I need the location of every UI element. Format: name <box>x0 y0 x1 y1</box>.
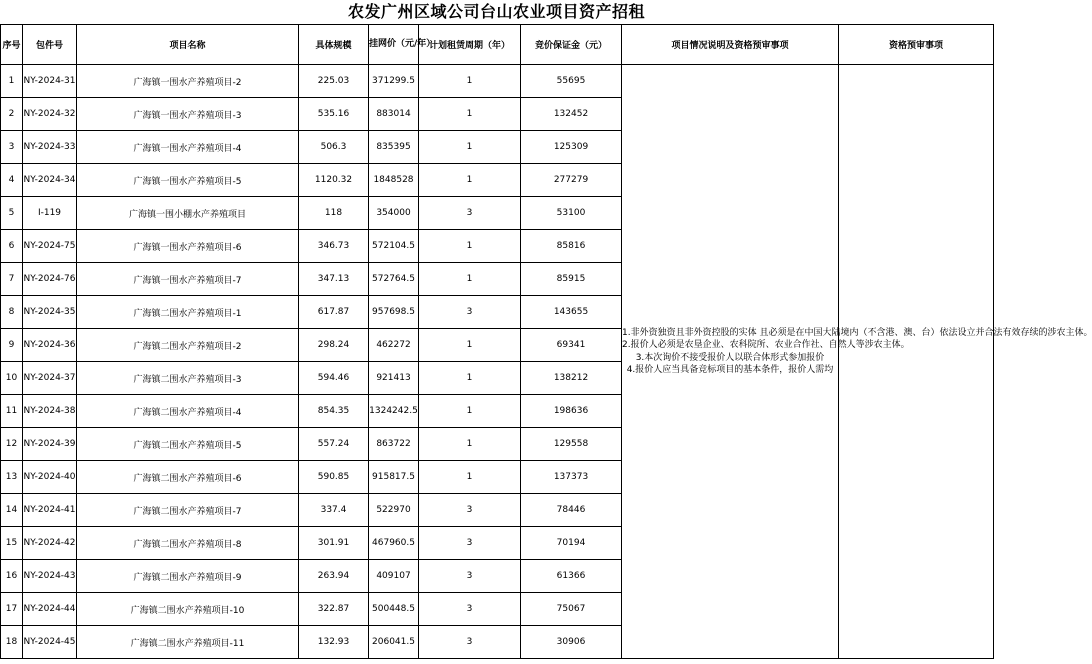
row-period: 1 <box>419 428 521 461</box>
row-period: 3 <box>419 527 521 560</box>
row-project-name: 广海镇一围水产养殖项目-5 <box>77 164 299 197</box>
row-scale: 298.24 <box>299 329 369 362</box>
row-deposit: 75067 <box>521 593 622 626</box>
row-deposit: 70194 <box>521 527 622 560</box>
note-item: 1.非外资独资且非外资控股的实体 且必须是在中国大陆境内（不含港、澳、台）依法设立并合法有效存续的涉农主体。 <box>622 327 1092 338</box>
row-deposit: 137373 <box>521 461 622 494</box>
row-package: NY-2024-44 <box>23 593 77 626</box>
row-seq: 17 <box>1 593 23 626</box>
row-scale: 506.3 <box>299 131 369 164</box>
col-header-seq: 序号 <box>1 25 23 65</box>
row-package: NY-2024-35 <box>23 296 77 329</box>
row-price: 467960.5 <box>369 527 419 560</box>
row-deposit: 277279 <box>521 164 622 197</box>
col-header-project-notes: 项目情况说明及资格预审事项 <box>622 25 839 65</box>
row-package: NY-2024-36 <box>23 329 77 362</box>
row-scale: 118 <box>299 197 369 230</box>
col-header-package: 包件号 <box>23 25 77 65</box>
row-price: 522970 <box>369 494 419 527</box>
row-package: NY-2024-45 <box>23 626 77 659</box>
row-period: 1 <box>419 461 521 494</box>
row-deposit: 53100 <box>521 197 622 230</box>
row-deposit: 69341 <box>521 329 622 362</box>
row-period: 1 <box>419 65 521 98</box>
row-period: 1 <box>419 329 521 362</box>
row-seq: 4 <box>1 164 23 197</box>
row-seq: 3 <box>1 131 23 164</box>
row-scale: 301.91 <box>299 527 369 560</box>
row-scale: 225.03 <box>299 65 369 98</box>
row-deposit: 55695 <box>521 65 622 98</box>
qualification-cell <box>839 65 994 659</box>
asset-lease-table <box>0 24 1092 659</box>
row-project-name: 广海镇一围水产养殖项目-4 <box>77 131 299 164</box>
row-scale: 132.93 <box>299 626 369 659</box>
row-deposit: 132452 <box>521 98 622 131</box>
row-price: 1324242.5 <box>369 395 419 428</box>
row-price: 863722 <box>369 428 419 461</box>
row-price: 915817.5 <box>369 461 419 494</box>
row-scale: 337.4 <box>299 494 369 527</box>
project-notes-cell <box>622 65 1092 659</box>
row-project-name: 广海镇一围小棚水产养殖项目 <box>77 197 299 230</box>
row-package: NY-2024-39 <box>23 428 77 461</box>
row-seq: 7 <box>1 263 23 296</box>
row-project-name: 广海镇二围水产养殖项目-1 <box>77 296 299 329</box>
note-item: 2.报价人必须是农垦企业、农科院所、农业合作社、自然人等涉农主体。 <box>622 340 910 350</box>
row-project-name: 广海镇一围水产养殖项目-2 <box>77 65 299 98</box>
row-period: 3 <box>419 296 521 329</box>
row-period: 3 <box>419 494 521 527</box>
row-package: NY-2024-34 <box>23 164 77 197</box>
row-scale: 322.87 <box>299 593 369 626</box>
row-deposit: 61366 <box>521 560 622 593</box>
row-period: 1 <box>419 131 521 164</box>
row-project-name: 广海镇一围水产养殖项目-3 <box>77 98 299 131</box>
col-header-listing-price: 挂网价（元/年） <box>369 25 419 65</box>
row-project-name: 广海镇二围水产养殖项目-2 <box>77 329 299 362</box>
row-scale: 617.87 <box>299 296 369 329</box>
header-row <box>1 25 994 65</box>
row-deposit: 30906 <box>521 626 622 659</box>
row-project-name: 广海镇一围水产养殖项目-6 <box>77 230 299 263</box>
row-seq: 15 <box>1 527 23 560</box>
row-period: 1 <box>419 362 521 395</box>
row-package: NY-2024-41 <box>23 494 77 527</box>
row-period: 3 <box>419 197 521 230</box>
row-period: 1 <box>419 263 521 296</box>
row-price: 883014 <box>369 98 419 131</box>
col-header-scale: 具体规模 <box>299 25 369 65</box>
row-package: NY-2024-42 <box>23 527 77 560</box>
note-item: 3.本次询价不接受报价人以联合体形式参加报价 <box>635 352 825 363</box>
row-period: 1 <box>419 98 521 131</box>
row-scale: 535.16 <box>299 98 369 131</box>
row-package: NY-2024-40 <box>23 461 77 494</box>
row-scale: 347.13 <box>299 263 369 296</box>
col-header-deposit: 竞价保证金（元） <box>521 25 622 65</box>
row-period: 1 <box>419 164 521 197</box>
row-period: 1 <box>419 395 521 428</box>
row-seq: 9 <box>1 329 23 362</box>
row-deposit: 78446 <box>521 494 622 527</box>
row-seq: 10 <box>1 362 23 395</box>
row-deposit: 125309 <box>521 131 622 164</box>
row-package: NY-2024-32 <box>23 98 77 131</box>
row-seq: 14 <box>1 494 23 527</box>
row-project-name: 广海镇二围水产养殖项目-7 <box>77 494 299 527</box>
row-period: 1 <box>419 230 521 263</box>
page-title: 农发广州区域公司台山农业项目资产招租 <box>347 2 645 21</box>
row-price: 1848528 <box>369 164 419 197</box>
row-scale: 1120.32 <box>299 164 369 197</box>
row-seq: 5 <box>1 197 23 230</box>
row-price: 354000 <box>369 197 419 230</box>
row-package: NY-2024-31 <box>23 65 77 98</box>
row-period: 3 <box>419 560 521 593</box>
row-seq: 2 <box>1 98 23 131</box>
row-package: NY-2024-76 <box>23 263 77 296</box>
row-seq: 13 <box>1 461 23 494</box>
row-seq: 8 <box>1 296 23 329</box>
note-item: 4.报价人应当具备竞标项目的基本条件，报价人需均 <box>626 365 834 375</box>
row-package: I-119 <box>23 197 77 230</box>
row-project-name: 广海镇二围水产养殖项目-11 <box>77 626 299 659</box>
row-scale: 590.85 <box>299 461 369 494</box>
row-seq: 12 <box>1 428 23 461</box>
row-scale: 557.24 <box>299 428 369 461</box>
row-period: 3 <box>419 626 521 659</box>
row-deposit: 85816 <box>521 230 622 263</box>
row-price: 835395 <box>369 131 419 164</box>
row-price: 462272 <box>369 329 419 362</box>
table-row <box>1 65 994 98</box>
row-scale: 263.94 <box>299 560 369 593</box>
row-seq: 16 <box>1 560 23 593</box>
row-deposit: 198636 <box>521 395 622 428</box>
row-package: NY-2024-38 <box>23 395 77 428</box>
row-project-name: 广海镇二围水产养殖项目-3 <box>77 362 299 395</box>
col-header-qualification: 资格预审事项 <box>839 25 994 65</box>
row-price: 409107 <box>369 560 419 593</box>
row-price: 206041.5 <box>369 626 419 659</box>
row-project-name: 广海镇二围水产养殖项目-4 <box>77 395 299 428</box>
row-price: 921413 <box>369 362 419 395</box>
row-price: 371299.5 <box>369 65 419 98</box>
row-scale: 854.35 <box>299 395 369 428</box>
row-price: 572104.5 <box>369 230 419 263</box>
row-package: NY-2024-33 <box>23 131 77 164</box>
row-scale: 594.46 <box>299 362 369 395</box>
row-deposit: 85915 <box>521 263 622 296</box>
row-package: NY-2024-43 <box>23 560 77 593</box>
row-price: 572764.5 <box>369 263 419 296</box>
row-period: 3 <box>419 593 521 626</box>
row-deposit: 129558 <box>521 428 622 461</box>
row-price: 957698.5 <box>369 296 419 329</box>
row-project-name: 广海镇二围水产养殖项目-6 <box>77 461 299 494</box>
row-seq: 11 <box>1 395 23 428</box>
row-seq: 18 <box>1 626 23 659</box>
row-project-name: 广海镇一围水产养殖项目-7 <box>77 263 299 296</box>
row-project-name: 广海镇二围水产养殖项目-5 <box>77 428 299 461</box>
row-deposit: 138212 <box>521 362 622 395</box>
row-seq: 1 <box>1 65 23 98</box>
row-package: NY-2024-75 <box>23 230 77 263</box>
row-project-name: 广海镇二围水产养殖项目-9 <box>77 560 299 593</box>
row-deposit: 143655 <box>521 296 622 329</box>
col-header-project-name: 项目名称 <box>77 25 299 65</box>
row-scale: 346.73 <box>299 230 369 263</box>
row-seq: 6 <box>1 230 23 263</box>
row-project-name: 广海镇二围水产养殖项目-8 <box>77 527 299 560</box>
row-price: 500448.5 <box>369 593 419 626</box>
row-package: NY-2024-37 <box>23 362 77 395</box>
row-project-name: 广海镇二围水产养殖项目-10 <box>77 593 299 626</box>
col-header-lease-period: 计划租赁周期（年） <box>419 25 521 65</box>
